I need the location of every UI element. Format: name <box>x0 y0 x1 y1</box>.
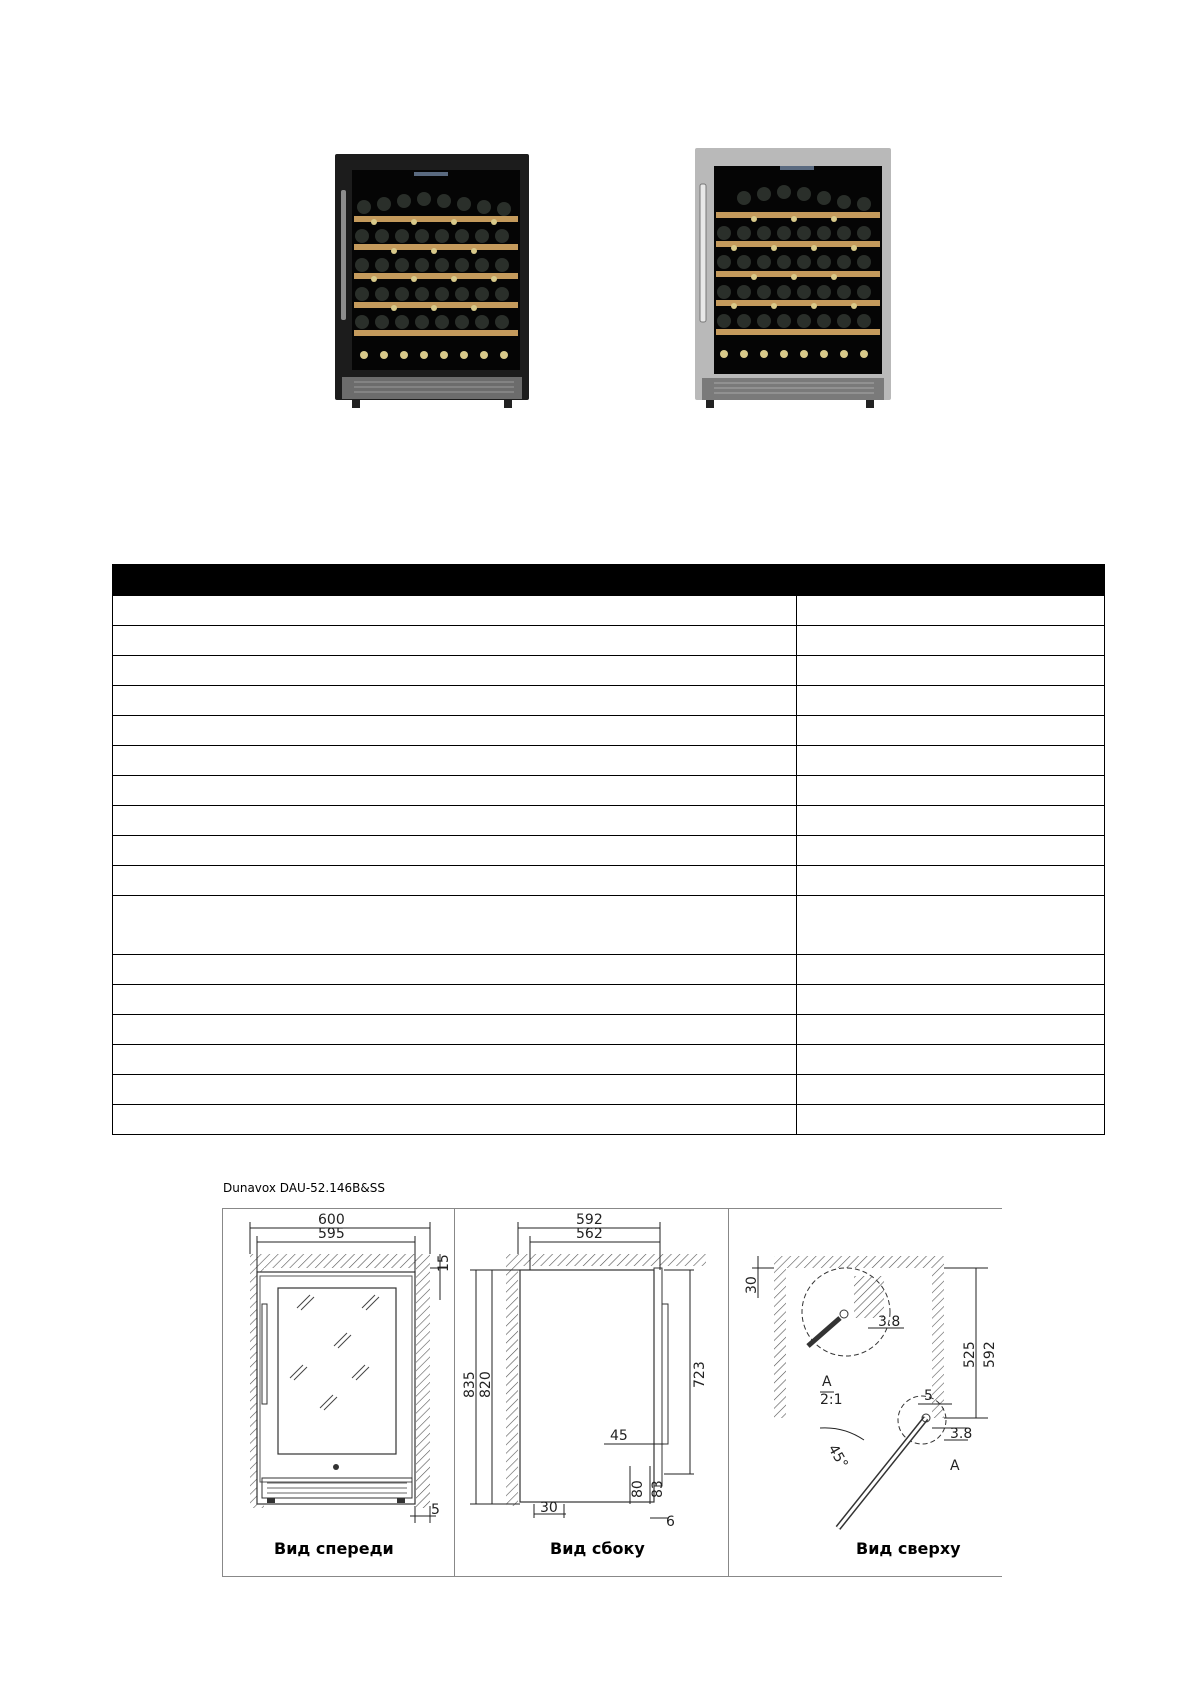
dim-80: 80 <box>630 1480 646 1498</box>
spec-table <box>112 564 1105 1135</box>
top-view <box>744 1256 998 1558</box>
dim-835: 835 <box>462 1371 478 1398</box>
table-row <box>113 896 1105 955</box>
table-row <box>113 1105 1105 1135</box>
table-row <box>113 746 1105 776</box>
view-label-top: Вид сверху <box>856 1539 961 1558</box>
wine-cooler-stainless-photo <box>694 146 892 416</box>
dim-525: 525 <box>962 1341 978 1368</box>
table-row <box>113 776 1105 806</box>
table-row <box>113 836 1105 866</box>
dim-592: 592 <box>576 1212 603 1228</box>
table-row <box>113 806 1105 836</box>
view-label-front: Вид спереди <box>274 1539 394 1558</box>
dim-83: 83 <box>650 1480 666 1498</box>
table-row <box>113 1045 1105 1075</box>
table-row <box>113 866 1105 896</box>
table-row <box>113 955 1105 985</box>
dim-3.8-detail: 3.8 <box>878 1314 901 1330</box>
wine-cooler-black-photo <box>334 152 530 416</box>
detail-a-callout: A <box>950 1458 960 1474</box>
view-label-side: Вид сбоку <box>550 1539 645 1558</box>
dim-820: 820 <box>478 1371 494 1398</box>
dim-595: 595 <box>318 1226 345 1242</box>
table-row <box>113 1015 1105 1045</box>
table-row <box>113 656 1105 686</box>
dim-15: 15 <box>436 1254 452 1272</box>
detail-a-label: A <box>822 1374 832 1390</box>
dim-45: 45 <box>610 1428 628 1444</box>
detail-scale: 2:1 <box>820 1392 843 1408</box>
drawing-title: Dunavox DAU-52.146B&SS <box>223 1181 385 1195</box>
dim-562: 562 <box>576 1226 603 1242</box>
dim-592-top: 592 <box>982 1341 998 1368</box>
table-header-row <box>113 565 1105 596</box>
dim-723: 723 <box>692 1361 708 1388</box>
dim-30-top: 30 <box>744 1276 760 1294</box>
technical-drawing <box>222 1208 1002 1578</box>
dim-6: 6 <box>666 1514 675 1530</box>
side-view <box>462 1212 708 1558</box>
table-row <box>113 985 1105 1015</box>
table-row <box>113 686 1105 716</box>
table-row <box>113 626 1105 656</box>
dim-600: 600 <box>318 1212 345 1228</box>
front-view <box>250 1212 452 1558</box>
table-row <box>113 1075 1105 1105</box>
table-row <box>113 596 1105 626</box>
dim-5-top: 5 <box>924 1388 933 1404</box>
table-row <box>113 716 1105 746</box>
dim-30: 30 <box>540 1500 558 1516</box>
angle-45: 45° <box>824 1442 851 1472</box>
dim-5: 5 <box>431 1502 440 1518</box>
dim-3.8: 3.8 <box>950 1426 973 1442</box>
